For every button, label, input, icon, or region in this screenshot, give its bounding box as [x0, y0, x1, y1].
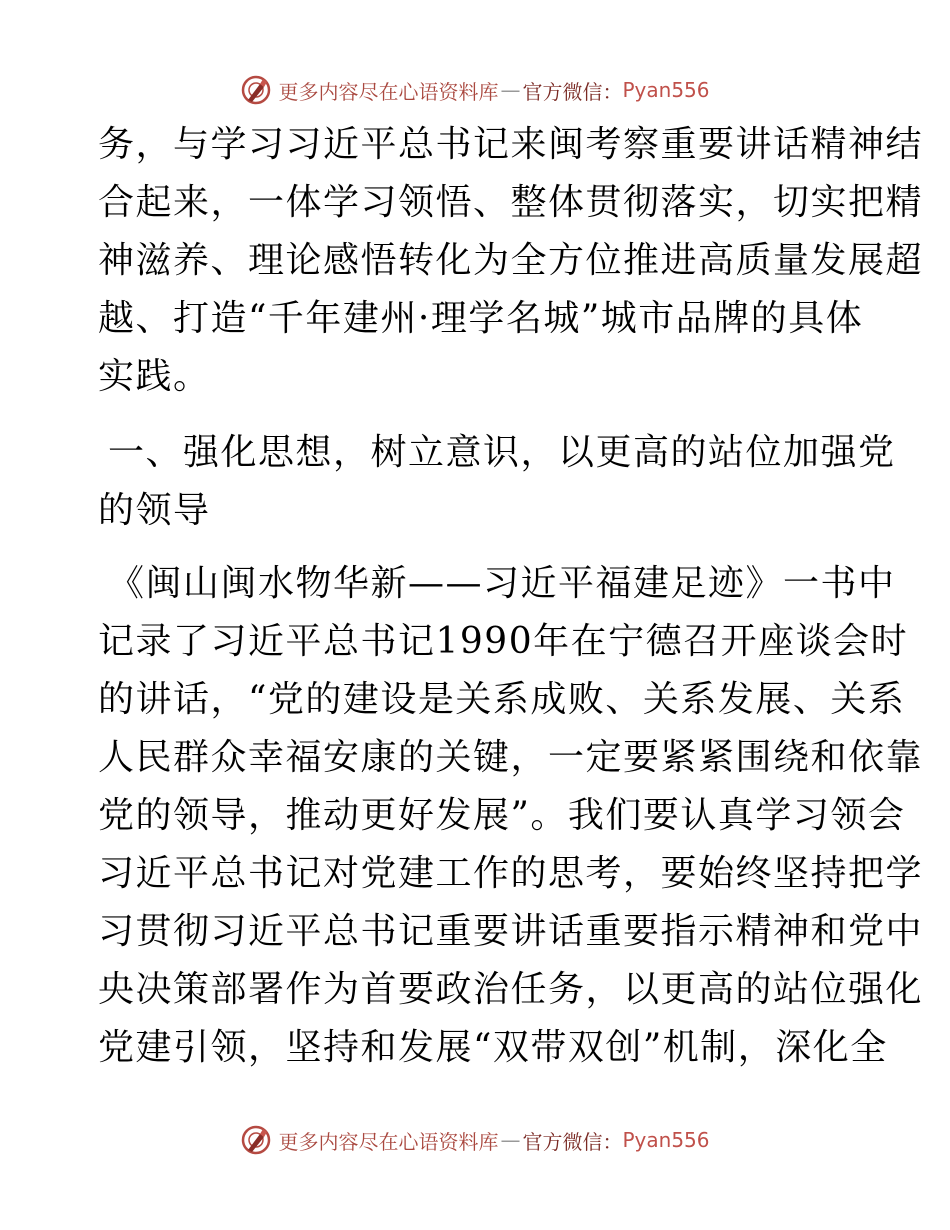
text-line: 习近平总书记对党建工作的思考，要始终坚持把学 [98, 853, 924, 894]
text-line: 党的领导，推动更好发展”。我们要认真学习领会 [98, 795, 906, 836]
text-line: 越、打造“千年建州·理学名城”城市品牌的具体 [98, 298, 864, 339]
watermark-brand: 更多内容尽在心语资料库 [278, 79, 499, 104]
text-line: 神滋养、理论感悟转化为全方位推进高质量发展超 [98, 240, 924, 281]
section-heading: 的领导 [98, 490, 211, 531]
text-line: 央决策部署作为首要政治任务，以更高的站位强化 [98, 969, 924, 1010]
watermark-label: 官方微信： [522, 1129, 623, 1154]
text-line: 《闽山闽水物华新——习近平福建足迹》一书中 [108, 563, 896, 604]
watermark-wechat-id: Pyan556 [622, 1128, 710, 1152]
watermark-separator: — [500, 78, 521, 102]
watermark-separator: — [500, 1128, 521, 1152]
text-line: 习贯彻习近平总书记重要讲话重要指示精神和党中 [98, 911, 924, 952]
text-line: 记录了习近平总书记1990年在宁德召开座谈会时 [98, 621, 909, 662]
footer-watermark [0, 1120, 950, 1160]
watermark-label: 官方微信： [522, 79, 623, 104]
text-line: 人民群众幸福安康的关键，一定要紧紧围绕和依靠 [98, 737, 924, 778]
header-watermark [0, 70, 950, 110]
watermark-wechat-id: Pyan556 [622, 78, 710, 102]
text-line: 党建引领，坚持和发展“双带双创”机制，深化全 [98, 1027, 888, 1068]
section-heading: 一、强化思想，树立意识，以更高的站位加强党 [108, 432, 896, 473]
pen-logo-icon [240, 1124, 272, 1156]
watermark-brand: 更多内容尽在心语资料库 [278, 1129, 499, 1154]
pen-logo-icon [240, 74, 272, 106]
text-line: 的讲话，“党的建设是关系成败、关系发展、关系 [98, 679, 906, 720]
text-line: 务，与学习习近平总书记来闽考察重要讲话精神结 [98, 124, 924, 165]
text-line: 实践。 [98, 356, 211, 397]
text-line: 合起来，一体学习领悟、整体贯彻落实，切实把精 [98, 182, 924, 223]
